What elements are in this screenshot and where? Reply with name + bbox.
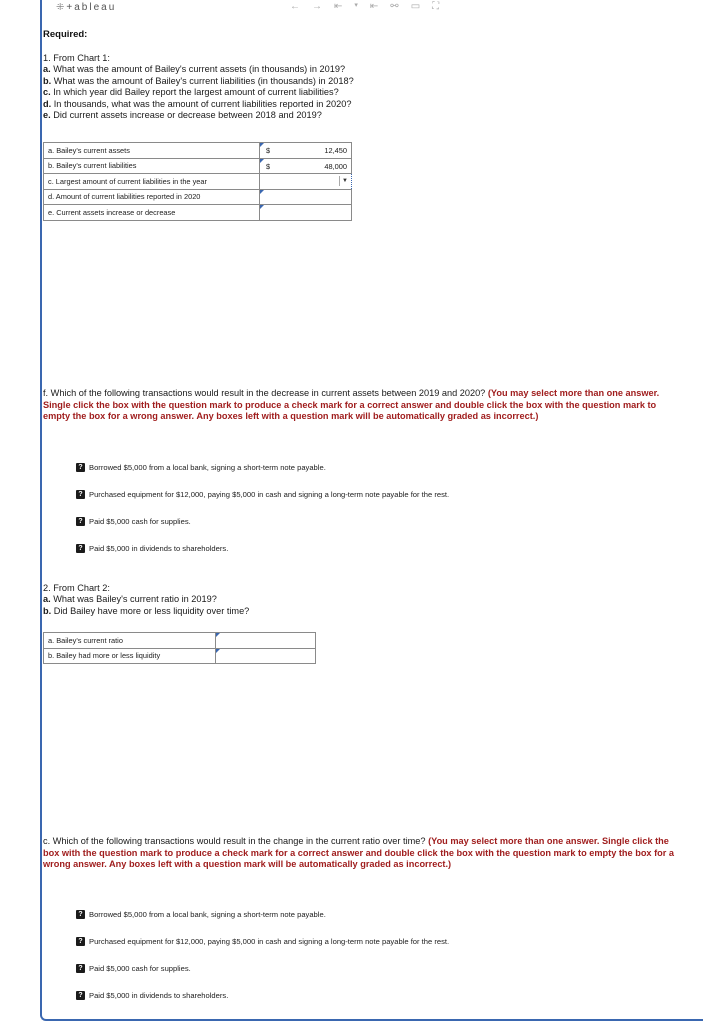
tableau-logo	[56, 2, 116, 13]
part1-f-question: f. Which of the following transactions would result in the decrease in current assets between 2019 and 2020? (You may select more than one answer. Single click the box with the question mark to produce a check mark for a correct answer and double click the box with the question mark to empty the box for a wrong answer. Any boxes left with a question mark will be automatically graded as incorrect.)	[43, 388, 660, 422]
row-label: e. Current assets increase or decrease	[44, 205, 260, 221]
part2-option[interactable]	[76, 991, 228, 1000]
question-2a: a. What was Bailey's current ratio in 2019?	[43, 594, 217, 605]
row-label: b. Bailey's current liabilities	[44, 158, 260, 174]
question-checkbox[interactable]: ?	[76, 490, 85, 499]
current-liabilities-input[interactable]: $ 48,000	[260, 158, 352, 174]
revert-icon[interactable]: ⇤	[334, 1, 343, 12]
fullscreen-icon[interactable]: ⛶	[432, 1, 440, 12]
part1-questions	[43, 53, 354, 121]
row-label: c. Largest amount of current liabilities in the year	[44, 174, 260, 190]
required-heading: Required:	[43, 29, 88, 40]
question-2b: b. Did Bailey have more or less liquidity over time?	[43, 605, 250, 616]
option-label: Paid $5,000 in dividends to shareholders.	[89, 991, 229, 1000]
current-ratio-input[interactable]	[216, 633, 316, 649]
current-assets-input[interactable]: $ 12,450	[260, 143, 352, 159]
question-checkbox[interactable]: ?	[76, 991, 85, 1000]
question-checkbox[interactable]: ?	[76, 937, 85, 946]
table-row	[44, 205, 352, 221]
dropdown-icon[interactable]: ▾	[354, 2, 358, 9]
forward-arrow-icon[interactable]: →	[312, 1, 322, 12]
part1-intro: 1. From Chart 1:	[43, 53, 110, 63]
part1-option[interactable]	[76, 544, 228, 553]
question-d: d. In thousands, what was the amount of current liabilities reported in 2020?	[43, 98, 352, 109]
option-label: Purchased equipment for $12,000, paying $5,000 in cash and signing a long-term note payable for the rest.	[89, 490, 450, 499]
part2-option[interactable]	[76, 964, 191, 973]
row-label: d. Amount of current liabilities reported in 2020	[44, 189, 260, 205]
question-a: a. What was the amount of Bailey's current assets (in thousands) in 2019?	[43, 64, 346, 75]
question-checkbox[interactable]: ?	[76, 517, 85, 526]
question-e: e. Did current assets increase or decrease between 2018 and 2019?	[43, 110, 322, 121]
part1-answer-table	[43, 142, 352, 221]
toolbar-icons	[290, 1, 439, 12]
table-row	[44, 189, 352, 205]
tableau-logo-mark: ⁜	[56, 2, 65, 13]
part2-intro: 2. From Chart 2:	[43, 583, 110, 593]
tableau-logo-text: +ableau	[66, 2, 117, 13]
liquidity-input[interactable]	[216, 648, 316, 664]
question-checkbox[interactable]: ?	[76, 964, 85, 973]
question-b: b. What was the amount of Bailey's current liabilities (in thousands) in 2018?	[43, 75, 354, 86]
row-label: a. Bailey's current assets	[44, 143, 260, 159]
part2-c-question: c. Which of the following transactions would result in the change in the current ratio over time? (You may select more than one answer. Single click the box with the question mark to produce a check mark for a correct answer and double click the box with the question mark to empty the box for a wrong answer. Any boxes left with a question mark will be automatically graded as incorrect.)	[43, 836, 675, 870]
part1-option[interactable]	[76, 490, 449, 499]
comment-icon[interactable]: ▭	[410, 1, 421, 12]
tableau-toolbar	[52, 0, 482, 16]
row-label: b. Bailey had more or less liquidity	[44, 648, 216, 664]
option-label: Borrowed $5,000 from a local bank, signing a short-term note payable.	[89, 463, 326, 472]
largest-liabilities-year-select[interactable]	[260, 174, 352, 190]
chevron-down-icon[interactable]: ▼	[339, 176, 350, 186]
option-label: Borrowed $5,000 from a local bank, signing a short-term note payable.	[89, 910, 326, 919]
share-icon[interactable]: ⚯	[390, 1, 399, 12]
option-label: Paid $5,000 in dividends to shareholders.	[89, 544, 229, 553]
question-checkbox[interactable]: ?	[76, 544, 85, 553]
option-label: Paid $5,000 cash for supplies.	[89, 517, 191, 526]
part2-answer-table	[43, 632, 316, 664]
table-row	[44, 174, 352, 190]
question-c: c. In which year did Bailey report the largest amount of current liabilities?	[43, 87, 339, 98]
liabilities-2020-input[interactable]	[260, 189, 352, 205]
question-checkbox[interactable]: ?	[76, 910, 85, 919]
question-checkbox[interactable]: ?	[76, 463, 85, 472]
table-row	[44, 143, 352, 159]
part2-option[interactable]	[76, 910, 326, 919]
table-row	[44, 648, 316, 664]
row-label: a. Bailey's current ratio	[44, 633, 216, 649]
assets-change-input[interactable]	[260, 205, 352, 221]
part2-option[interactable]	[76, 937, 449, 946]
part2-questions	[43, 583, 249, 617]
part1-option[interactable]	[76, 463, 326, 472]
table-row	[44, 633, 316, 649]
table-row	[44, 158, 352, 174]
option-label: Paid $5,000 cash for supplies.	[89, 964, 191, 973]
part1-option[interactable]	[76, 517, 191, 526]
option-label: Purchased equipment for $12,000, paying $5,000 in cash and signing a long-term note payable for the rest.	[89, 937, 450, 946]
back-arrow-icon[interactable]: ←	[290, 1, 300, 12]
first-page-icon[interactable]: ⇤	[369, 1, 379, 12]
